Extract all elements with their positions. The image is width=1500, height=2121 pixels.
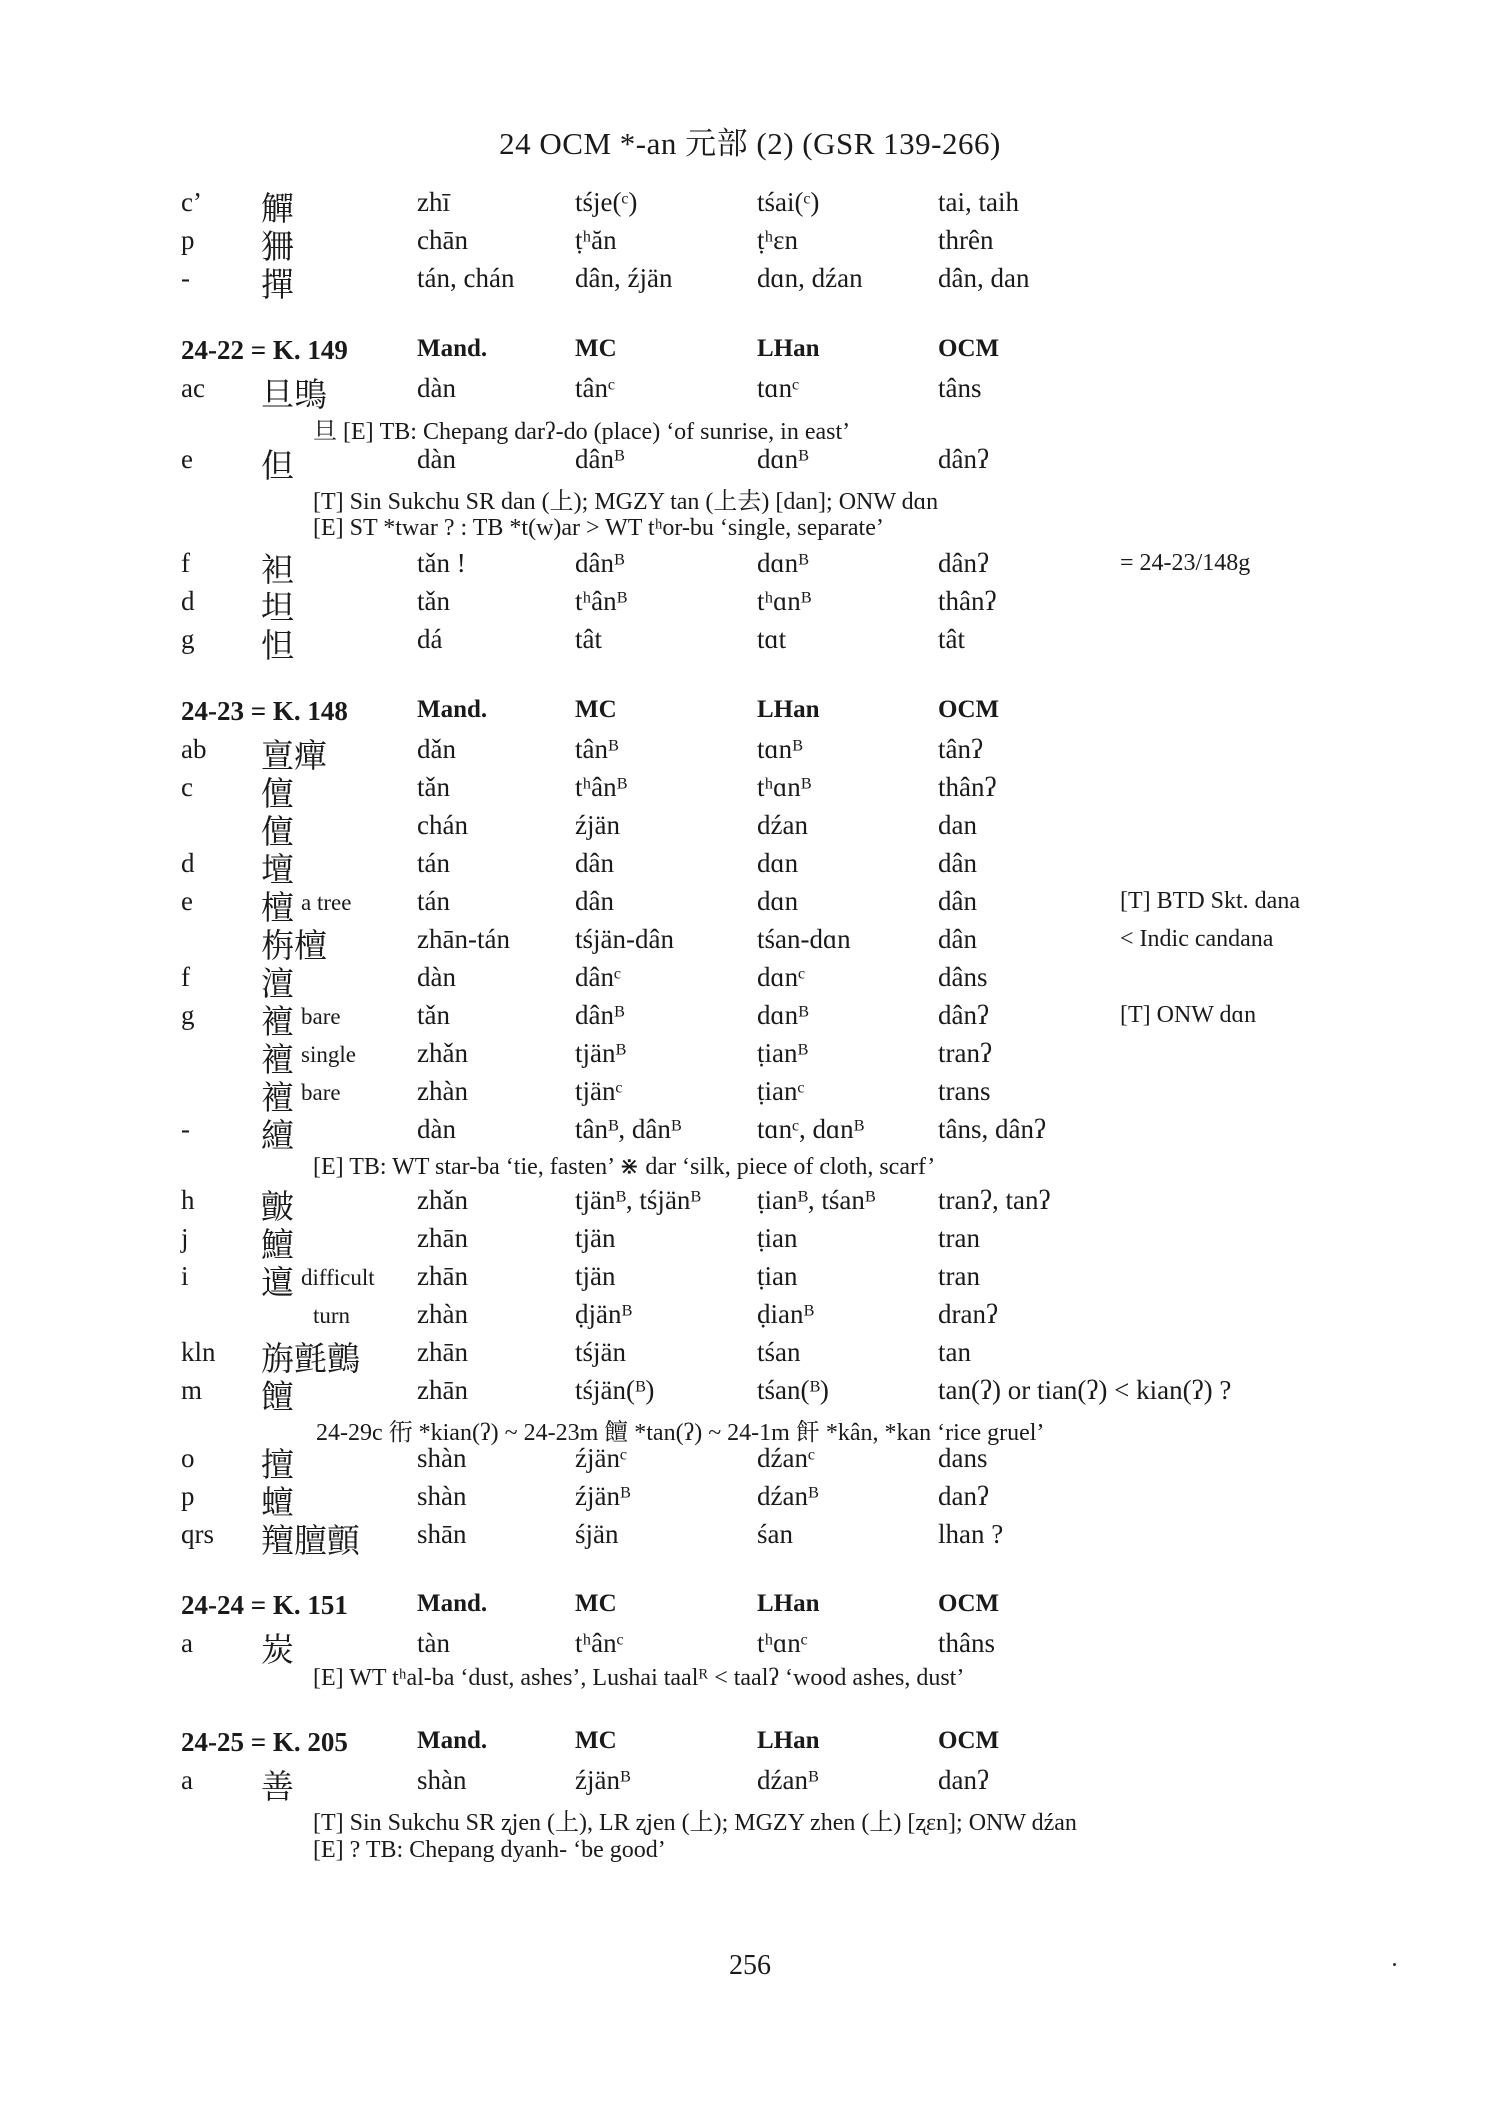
mandarin-reading: zhān [417, 1337, 468, 1367]
mandarin-reading: dá [417, 624, 443, 654]
later-han-reading: tʰɑnᴮ [757, 772, 812, 802]
mandarin-reading: dàn [417, 962, 456, 992]
later-han-reading: tɑt [757, 624, 787, 654]
middle-chinese-reading: ḍjänᴮ [575, 1299, 632, 1329]
later-han-reading: dɑnᴮ [757, 444, 809, 474]
entry-character: 儃 [261, 815, 294, 851]
entry-row [0, 1223, 1500, 1264]
later-han-reading: dźanᶜ [757, 1443, 815, 1473]
mandarin-reading: dàn [417, 444, 456, 474]
later-han-reading: dɑnᴮ [757, 548, 809, 578]
column-header-ocm: OCM [938, 335, 1000, 362]
old-chinese-reading: tran [938, 1261, 980, 1291]
middle-chinese-reading: tśje(ᶜ) [575, 187, 638, 217]
entry-row [0, 1261, 1500, 1302]
old-chinese-reading: thâns [938, 1628, 995, 1658]
later-han-reading: dźanᴮ [757, 1765, 819, 1795]
entry-character: 撣 [261, 268, 294, 304]
entry-key: o [181, 1443, 195, 1473]
later-han-reading: dɑn, dźan [757, 263, 863, 293]
mandarin-reading: tán [417, 848, 450, 878]
old-chinese-reading: trans [938, 1076, 991, 1106]
entry-character: 襢 [261, 1081, 294, 1117]
old-chinese-reading: dân [938, 886, 977, 916]
middle-chinese-reading: dânᴮ [575, 1000, 625, 1030]
etymology-note: 24-29c 衎 *kian(ʔ) ~ 24-23m 饘 *tan(ʔ) ~ 24-1m 飦 *kân, *kan ‘rice gruel’ [316, 1420, 1045, 1446]
old-chinese-reading: thânʔ [938, 586, 997, 616]
later-han-reading: dɑn [757, 886, 799, 916]
entry-character: 觶 [261, 192, 294, 228]
entry-character: 皽 [261, 1190, 294, 1226]
column-header-mand: Mand. [417, 1590, 488, 1617]
mandarin-reading: tán [417, 886, 450, 916]
section-header-row [0, 1727, 1500, 1763]
old-chinese-reading: dânʔ [938, 548, 989, 578]
mandarin-reading: chān [417, 225, 468, 255]
old-chinese-reading: dans [938, 1443, 988, 1473]
etymology-note: [T] Sin Sukchu SR ʐjen (上), LR ʐjen (上); MGZY zhen (上) [ʐɛn]; ONW dźan [313, 1810, 1077, 1836]
entry-remark: [T] BTD Skt. dana [1120, 888, 1300, 914]
later-han-reading: dɑnᶜ [757, 962, 806, 992]
middle-chinese-reading: tśjän-dân [575, 924, 674, 954]
middle-chinese-reading: źjänᴮ [575, 1765, 631, 1795]
entry-row [0, 1185, 1500, 1226]
old-chinese-reading: tât [938, 624, 965, 654]
entry-key: e [181, 886, 193, 916]
entry-row [0, 1299, 1500, 1335]
later-han-reading: tɑnᴮ [757, 734, 803, 764]
entry-remark: = 24-23/148g [1120, 550, 1251, 576]
old-chinese-reading: dân [938, 924, 977, 954]
old-chinese-reading: dân [938, 848, 977, 878]
entry-row [0, 586, 1500, 627]
entry-key: e [181, 444, 193, 474]
entry-key: g [181, 624, 195, 654]
old-chinese-reading: tan(ʔ) or tian(ʔ) < kian(ʔ) ? [938, 1375, 1232, 1405]
entry-row [0, 1481, 1500, 1522]
old-chinese-reading: danʔ [938, 1481, 989, 1511]
mandarin-reading: zhǎn [417, 1185, 468, 1215]
column-header-mand: Mand. [417, 696, 488, 723]
entry-key: ab [181, 734, 207, 764]
old-chinese-reading: dânʔ [938, 444, 989, 474]
middle-chinese-reading: źjänᴮ [575, 1481, 631, 1511]
entry-row [0, 886, 1500, 927]
entry-remark: < Indic candana [1120, 926, 1274, 952]
entry-gloss: single [301, 1042, 356, 1067]
entry-remark: [T] ONW dɑn [1120, 1002, 1257, 1028]
entry-character: 亶癉 [261, 739, 327, 775]
old-chinese-reading: dân, dan [938, 263, 1030, 293]
mandarin-reading: zhǎn [417, 1038, 468, 1068]
entry-character: 袒 [261, 553, 294, 589]
section-label: 24-22 = K. 149 [181, 335, 348, 365]
mandarin-reading: shàn [417, 1443, 467, 1473]
entry-character: 儃 [261, 777, 294, 813]
later-han-reading: ṭianᴮ [757, 1038, 808, 1068]
entry-key: f [181, 548, 190, 578]
middle-chinese-reading: tśjän [575, 1337, 626, 1367]
entry-row [0, 444, 1500, 485]
mandarin-reading: zhān [417, 1261, 468, 1291]
entry-row [0, 1765, 1500, 1806]
old-chinese-reading: tranʔ, tanʔ [938, 1185, 1051, 1215]
entry-row [0, 187, 1500, 228]
middle-chinese-reading: dânᶜ [575, 962, 621, 992]
column-header-mand: Mand. [417, 335, 488, 362]
entry-row [0, 810, 1500, 851]
section-header-row [0, 335, 1500, 371]
mandarin-reading: shān [417, 1519, 467, 1549]
entry-key: ac [181, 373, 205, 403]
entry-gloss: bare [301, 1080, 341, 1105]
entry-row [0, 1443, 1500, 1484]
old-chinese-reading: tranʔ [938, 1038, 992, 1068]
entry-gloss: a tree [301, 890, 352, 915]
entry-key: d [181, 848, 195, 878]
column-header-mand: Mand. [417, 1727, 488, 1754]
entry-key: i [181, 1261, 189, 1291]
middle-chinese-reading: tjän [575, 1261, 616, 1291]
middle-chinese-reading: dân [575, 886, 614, 916]
entry-character: 壇 [261, 853, 294, 889]
later-han-reading: ṭianᴮ, tśanᴮ [757, 1185, 876, 1215]
etymology-note: 旦 [E] TB: Chepang darʔ-do (place) ‘of sunrise, in east’ [313, 419, 851, 445]
mandarin-reading: zhān [417, 1223, 468, 1253]
column-header-ocm: OCM [938, 1590, 1000, 1617]
later-han-reading: ṭianᶜ [757, 1076, 805, 1106]
entry-key: f [181, 962, 190, 992]
middle-chinese-reading: tʰânᴮ [575, 586, 628, 616]
later-han-reading: dźanᴮ [757, 1481, 819, 1511]
entry-gloss: bare [301, 1004, 341, 1029]
page-number: 256 [729, 1950, 771, 1981]
entry-character: 狦 [261, 230, 294, 266]
entry-character: 旃氈鸇 [261, 1342, 360, 1378]
entry-key: - [181, 263, 190, 293]
mandarin-reading: tǎn [417, 586, 450, 616]
old-chinese-reading: lhan ? [938, 1519, 1004, 1549]
later-han-reading: ṭʰɛn [757, 225, 799, 255]
middle-chinese-reading: źjän [575, 810, 620, 840]
mandarin-reading: zhī [417, 187, 450, 217]
column-header-lhan: LHan [757, 696, 820, 723]
later-han-reading: tśan [757, 1337, 801, 1367]
old-chinese-reading: thrên [938, 225, 994, 255]
entry-character: 襢 [261, 1005, 294, 1041]
later-han-reading: śan [757, 1519, 793, 1549]
entry-row [0, 1038, 1500, 1079]
later-han-reading: tɑnᶜ, dɑnᴮ [757, 1114, 865, 1144]
decorative-dot [1393, 1963, 1396, 1966]
entry-character: 蟺 [261, 1486, 294, 1522]
mandarin-reading: shàn [417, 1481, 467, 1511]
entry-key: kln [181, 1337, 216, 1367]
entry-character: 邅 [261, 1266, 294, 1302]
entry-key: m [181, 1375, 203, 1405]
column-header-lhan: LHan [757, 1727, 820, 1754]
entry-row [0, 1114, 1500, 1155]
entry-gloss: turn [313, 1303, 351, 1328]
later-han-reading: ḍianᴮ [757, 1299, 814, 1329]
entry-key: h [181, 1185, 195, 1215]
entry-key: d [181, 586, 195, 616]
old-chinese-reading: tâns [938, 373, 982, 403]
old-chinese-reading: dranʔ [938, 1299, 998, 1329]
middle-chinese-reading: źjänᶜ [575, 1443, 627, 1473]
middle-chinese-reading: tjänᴮ, tśjänᴮ [575, 1185, 701, 1215]
entry-key: p [181, 1481, 195, 1511]
mandarin-reading: dàn [417, 373, 456, 403]
middle-chinese-reading: ṭʰăn [575, 225, 617, 255]
later-han-reading: tɑnᶜ [757, 373, 800, 403]
later-han-reading: dɑn [757, 848, 799, 878]
entry-row [0, 1000, 1500, 1041]
mandarin-reading: tàn [417, 1628, 450, 1658]
later-han-reading: tśai(ᶜ) [757, 187, 820, 217]
column-header-mc: MC [575, 696, 617, 723]
middle-chinese-reading: tât [575, 624, 602, 654]
later-han-reading: ṭian [757, 1261, 798, 1291]
middle-chinese-reading: tśjän(ᴮ) [575, 1375, 655, 1405]
etymology-note: [E] ? TB: Chepang dyanh- ‘be good’ [313, 1837, 666, 1863]
mandarin-reading: dǎn [417, 734, 456, 764]
entry-row [0, 263, 1500, 304]
column-header-ocm: OCM [938, 696, 1000, 723]
entry-character: 檀 [261, 891, 294, 927]
entry-character: 炭 [261, 1633, 294, 1669]
entry-row [0, 1628, 1500, 1669]
column-header-lhan: LHan [757, 1590, 820, 1617]
section-header-row [0, 1590, 1500, 1626]
entry-row [0, 772, 1500, 813]
entry-key: a [181, 1765, 193, 1795]
old-chinese-reading: danʔ [938, 1765, 989, 1795]
middle-chinese-reading: tânᶜ [575, 373, 615, 403]
entry-character: 饘 [261, 1380, 294, 1416]
mandarin-reading: dàn [417, 1114, 456, 1144]
entry-row [0, 373, 1500, 414]
mandarin-reading: zhān [417, 1375, 468, 1405]
entry-character: 羶膻顫 [261, 1524, 360, 1560]
entry-row [0, 734, 1500, 775]
entry-character: 旦鴠 [261, 378, 327, 414]
entry-row [0, 548, 1500, 589]
entry-key: j [181, 1223, 189, 1253]
middle-chinese-reading: tânᴮ, dânᴮ [575, 1114, 682, 1144]
entry-key: a [181, 1628, 193, 1658]
entry-character: 襢 [261, 1043, 294, 1079]
etymology-note: [E] WT tʰal-ba ‘dust, ashes’, Lushai taalᴿ < taalʔ ‘wood ashes, dust’ [313, 1665, 965, 1691]
middle-chinese-reading: dân [575, 848, 614, 878]
mandarin-reading: tán, chán [417, 263, 515, 293]
old-chinese-reading: thânʔ [938, 772, 997, 802]
mandarin-reading: zhàn [417, 1076, 468, 1106]
middle-chinese-reading: tjänᶜ [575, 1076, 623, 1106]
middle-chinese-reading: dânᴮ [575, 444, 625, 474]
etymology-note: [E] ST *twar ? : TB *t(w)ar > WT tʰor-bu ‘single, separate’ [313, 515, 884, 541]
entry-row [0, 848, 1500, 889]
entry-character: 繵 [261, 1119, 294, 1155]
old-chinese-reading: tânʔ [938, 734, 983, 764]
later-han-reading: tśan(ᴮ) [757, 1375, 829, 1405]
entry-row [0, 1076, 1500, 1117]
middle-chinese-reading: tânᴮ [575, 734, 619, 764]
entry-key: qrs [181, 1519, 214, 1549]
entry-character: 坦 [261, 591, 294, 627]
entry-row [0, 1337, 1500, 1378]
later-han-reading: dɑnᴮ [757, 1000, 809, 1030]
section-label: 24-23 = K. 148 [181, 696, 348, 726]
middle-chinese-reading: tjänᴮ [575, 1038, 626, 1068]
entry-gloss: difficult [301, 1265, 375, 1290]
column-header-ocm: OCM [938, 1727, 1000, 1754]
middle-chinese-reading: śjän [575, 1519, 619, 1549]
column-header-mc: MC [575, 1590, 617, 1617]
mandarin-reading: zhàn [417, 1299, 468, 1329]
old-chinese-reading: tai, taih [938, 187, 1019, 217]
later-han-reading: tʰɑnᶜ [757, 1628, 808, 1658]
section-header-row [0, 696, 1500, 732]
column-header-mc: MC [575, 335, 617, 362]
middle-chinese-reading: tjän [575, 1223, 616, 1253]
entry-character: 但 [261, 449, 294, 485]
mandarin-reading: chán [417, 810, 468, 840]
old-chinese-reading: dânʔ [938, 1000, 989, 1030]
mandarin-reading: tǎn [417, 1000, 450, 1030]
old-chinese-reading: tan [938, 1337, 971, 1367]
section-label: 24-25 = K. 205 [181, 1727, 348, 1757]
later-han-reading: tʰɑnᴮ [757, 586, 812, 616]
old-chinese-reading: dan [938, 810, 977, 840]
entry-key: c’ [181, 187, 202, 217]
later-han-reading: ṭian [757, 1223, 798, 1253]
etymology-note: [E] TB: WT star-ba ‘tie, fasten’ ⋇ dar ‘silk, piece of cloth, scarf’ [313, 1154, 936, 1180]
etymology-note: [T] Sin Sukchu SR dan (上); MGZY tan (上去) [dan]; ONW dɑn [313, 489, 939, 515]
old-chinese-reading: tran [938, 1223, 980, 1253]
mandarin-reading: tǎn [417, 772, 450, 802]
entry-key: - [181, 1114, 190, 1144]
entry-row [0, 624, 1500, 665]
mandarin-reading: shàn [417, 1765, 467, 1795]
entry-row [0, 1519, 1500, 1560]
entry-character: 怛 [261, 629, 294, 665]
entry-row [0, 1375, 1500, 1416]
later-han-reading: dźan [757, 810, 808, 840]
middle-chinese-reading: tʰânᶜ [575, 1628, 624, 1658]
mandarin-reading: zhān-tán [417, 924, 510, 954]
column-header-lhan: LHan [757, 335, 820, 362]
old-chinese-reading: dâns [938, 962, 988, 992]
page-header: 24 OCM *-an 元部 (2) (GSR 139-266) [499, 126, 1001, 161]
entry-key: c [181, 772, 193, 802]
entry-key: g [181, 1000, 195, 1030]
middle-chinese-reading: tʰânᴮ [575, 772, 628, 802]
middle-chinese-reading: dân, źjän [575, 263, 673, 293]
entry-character: 擅 [261, 1448, 294, 1484]
entry-key: p [181, 225, 195, 255]
entry-character: 善 [261, 1770, 294, 1806]
old-chinese-reading: tâns, dânʔ [938, 1114, 1046, 1144]
section-label: 24-24 = K. 151 [181, 1590, 348, 1620]
entry-row [0, 225, 1500, 266]
later-han-reading: tśan-dɑn [757, 924, 851, 954]
entry-character: 鱣 [261, 1228, 294, 1264]
entry-row [0, 924, 1500, 965]
entry-character: 澶 [261, 967, 294, 1003]
entry-character: 栴檀 [261, 929, 327, 965]
entry-row [0, 962, 1500, 1003]
middle-chinese-reading: dânᴮ [575, 548, 625, 578]
mandarin-reading: tǎn ! [417, 548, 466, 578]
column-header-mc: MC [575, 1727, 617, 1754]
